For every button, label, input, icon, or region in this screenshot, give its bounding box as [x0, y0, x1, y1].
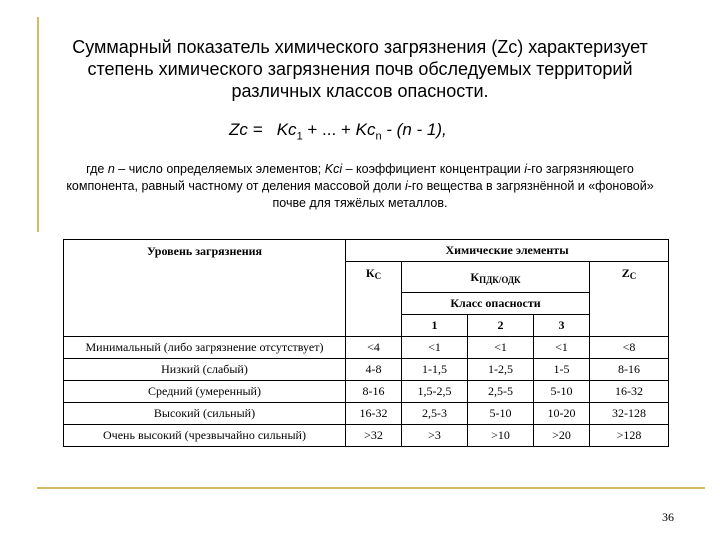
- desc-part: -го вещества в загрязнённой и «фоновой» почве для тяжёлых металлов.: [272, 179, 654, 210]
- formula-term1-sub: 1: [296, 130, 303, 143]
- header-level: Уровень загрязнения: [64, 240, 346, 337]
- desc-var-n: n: [107, 162, 115, 176]
- desc-part: – число определяемых элементов;: [114, 162, 325, 176]
- decorative-bottom-line: [37, 487, 705, 489]
- row-class3: 1-5: [534, 359, 590, 381]
- slide-title: Суммарный показатель химического загрязнения (Zc) характеризует степень химического загрязнения почв обследуемых территорий различных классов опасности.: [72, 37, 648, 101]
- row-class1: 1,5-2,5: [402, 381, 468, 403]
- table-row: [64, 425, 669, 447]
- row-zc: 8-16: [590, 359, 669, 381]
- row-class2: 2,5-5: [468, 381, 534, 403]
- header-kpdk: $К_{ПДК/ОДК}$: [402, 262, 590, 293]
- desc-part: – коэффициент концентрации: [342, 162, 525, 176]
- formula-term1: Kc: [276, 120, 297, 139]
- header-kc: $К_С$: [346, 262, 402, 337]
- row-zc: 16-32: [590, 381, 669, 403]
- formula-middle: + ... +: [302, 120, 356, 139]
- header-class-3: 3: [534, 315, 590, 337]
- formula: [229, 120, 529, 142]
- desc-var-i: i: [524, 162, 528, 176]
- formula-description: [50, 161, 670, 212]
- header-hazard-class: Класс опасности: [402, 293, 590, 315]
- formula-term2-sub: n: [375, 130, 382, 143]
- row-level: Минимальный (либо загрязнение отсутствует): [64, 337, 346, 359]
- formula-lhs: Zc =: [229, 120, 263, 139]
- row-level: Низкий (слабый): [64, 359, 346, 381]
- row-class2: >10: [468, 425, 534, 447]
- row-zc: 32-128: [590, 403, 669, 425]
- row-kc: >32: [346, 425, 402, 447]
- formula-tail: - (n - 1),: [381, 120, 447, 139]
- formula-term2: Kc: [355, 120, 376, 139]
- table-row: [64, 337, 669, 359]
- row-class3: >20: [534, 425, 590, 447]
- row-class2: 1-2,5: [468, 359, 534, 381]
- row-class2: 5-10: [468, 403, 534, 425]
- row-kc: 4-8: [346, 359, 402, 381]
- row-class2: <1: [468, 337, 534, 359]
- row-level: Высокий (сильный): [64, 403, 346, 425]
- row-zc: >128: [590, 425, 669, 447]
- row-zc: <8: [590, 337, 669, 359]
- row-class3: 5-10: [534, 381, 590, 403]
- header-zc: $Z_C$: [590, 262, 669, 337]
- row-class3: <1: [534, 337, 590, 359]
- row-level: Средний (умеренный): [64, 381, 346, 403]
- header-elements: Химические элементы: [346, 240, 669, 262]
- row-class1: 2,5-3: [402, 403, 468, 425]
- row-kc: 16-32: [346, 403, 402, 425]
- table-row: [64, 359, 669, 381]
- desc-var-kci: Kci: [324, 162, 343, 176]
- decorative-vertical-line: [37, 17, 39, 232]
- table-row: [64, 381, 669, 403]
- row-kc: 8-16: [346, 381, 402, 403]
- desc-var-i: i: [404, 179, 408, 193]
- row-kc: <4: [346, 337, 402, 359]
- desc-part: -го загрязняющего компонента, равный частному от деления массовой доли: [66, 162, 634, 193]
- header-class-1: 1: [402, 315, 468, 337]
- table-row: [64, 403, 669, 425]
- row-class3: 10-20: [534, 403, 590, 425]
- row-class1: >3: [402, 425, 468, 447]
- page-number: 36: [662, 510, 674, 524]
- row-class1: 1-1,5: [402, 359, 468, 381]
- header-class-2: 2: [468, 315, 534, 337]
- row-level: Очень высокий (чрезвычайно сильный): [64, 425, 346, 447]
- pollution-table: [63, 239, 669, 447]
- desc-part: где: [86, 162, 108, 176]
- row-class1: <1: [402, 337, 468, 359]
